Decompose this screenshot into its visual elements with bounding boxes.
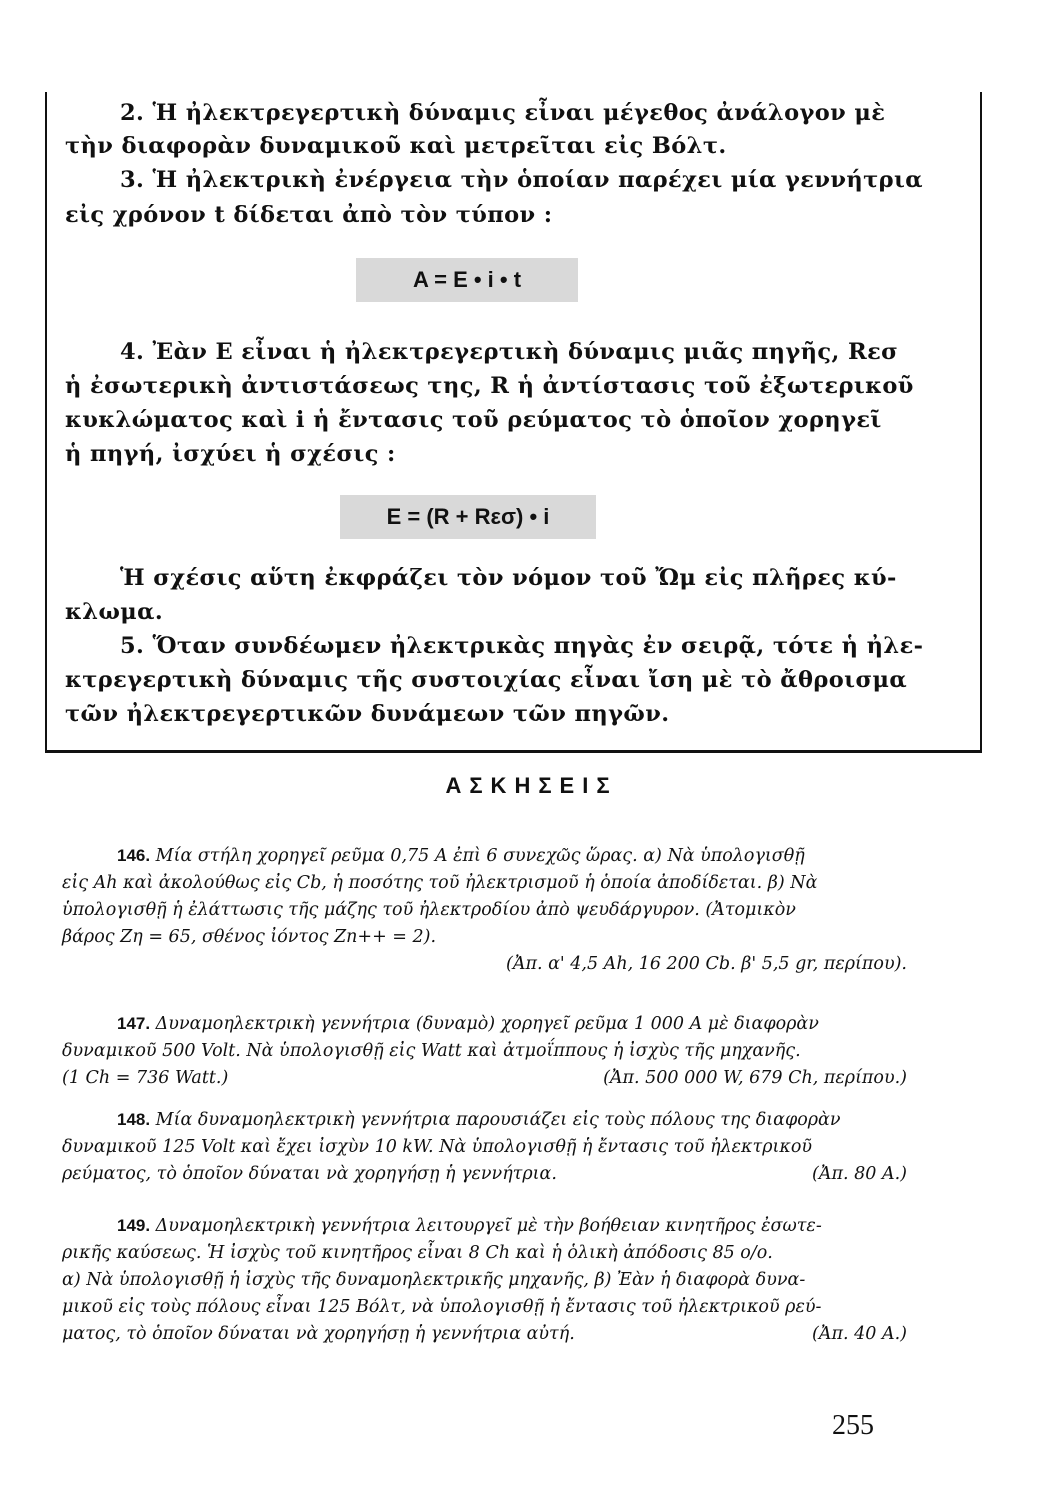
exercise-text: Μία στήλη χορηγεῖ ρεῦμα 0,75 Α ἐπὶ 6 συνεχῶς ὥρας. α) Νὰ ὑπολογισθῇ bbox=[155, 846, 805, 866]
exercise-text: Δυναμοηλεκτρικὴ γεννήτρια (δυναμὸ) χορηγεῖ ρεῦμα 1 000 Α μὲ διαφορὰν bbox=[155, 1014, 819, 1034]
exercise-line: δυναμικοῦ 500 Volt. Νὰ ὑπολογισθῇ εἰς Watt καὶ ἀτμοΐππους ἡ ἰσχὺς τῆς μηχανῆς. bbox=[62, 1041, 801, 1061]
box-line-7: κυκλώματος καὶ i ἡ ἔντασις τοῦ ρεύματος τὸ ὁποῖον χορηγεῖ bbox=[65, 407, 882, 433]
box-line-4: εἰς χρόνον t δίδεται ἀπὸ τὸν τύπον : bbox=[65, 202, 553, 228]
exercise-line: ὑπολογισθῇ ἡ ἐλάττωσις τῆς μάζης τοῦ ἠλεκτροδίου ἀπὸ ψευδάργυρον. (Ἀτομικὸν bbox=[62, 900, 796, 920]
box-line-11: 5. Ὅταν συνδέωμεν ἠλεκτρικὰς πηγὰς ἐν σειρᾷ, τότε ἡ ἠλε- bbox=[120, 633, 924, 659]
box-line-9: Ἡ σχέσις αὕτη ἐκφράζει τὸν νόμον τοῦ Ὤμ εἰς πλῆρες κύ- bbox=[120, 565, 897, 591]
exercise-number: 146. bbox=[117, 846, 151, 865]
exercise-answer: (Ἀπ. 80 Α.) bbox=[812, 1164, 907, 1184]
exercise-line bbox=[62, 1106, 907, 1134]
exercise-line: μικοῦ εἰς τοὺς πόλους εἶναι 125 Βόλτ, νὰ ὑπολογισθῇ ἡ ἔντασις τοῦ ἠλεκτρικοῦ ρεύ- bbox=[62, 1297, 822, 1317]
exercise-line: βάρος Ζη = 65, σθένος ἰόντος Zn++ = 2). bbox=[62, 927, 437, 947]
exercise-line: δυναμικοῦ 125 Volt καὶ ἔχει ἰσχὺν 10 kW. Νὰ ὑπολογισθῇ ἡ ἔντασις τοῦ ἠλεκτρικοῦ bbox=[62, 1137, 813, 1157]
exercise-147 bbox=[62, 1010, 907, 1092]
exercise-text: Δυναμοηλεκτρικὴ γεννήτρια λειτουργεῖ μὲ τὴν βοήθειαν κινητῆρος ἐσωτε- bbox=[155, 1216, 822, 1236]
box-line-1: 2. Ἡ ἠλεκτρεγερτικὴ δύναμις εἶναι μέγεθος ἀνάλογον μὲ bbox=[120, 100, 886, 126]
box-line-3: 3. Ἡ ἠλεκτρικὴ ἐνέργεια τὴν ὁποίαν παρέχει μία γεννήτρια bbox=[120, 167, 924, 193]
box-line-8: ἡ πηγή, ἰσχύει ἡ σχέσις : bbox=[65, 441, 396, 467]
box-line-2: τὴν διαφορὰν δυναμικοῦ καὶ μετρεῖται εἰς Βόλτ. bbox=[65, 133, 727, 159]
exercise-line bbox=[62, 1321, 907, 1348]
box-line-13: τῶν ἠλεκτρεγερτικῶν δυνάμεων τῶν πηγῶν. bbox=[65, 701, 670, 727]
exercise-note: (1 Ch = 736 Watt.) bbox=[62, 1068, 229, 1088]
box-line-12: κτρεγερτικὴ δύναμις τῆς συστοιχίας εἶναι ἴση μὲ τὸ ἄθροισμα bbox=[65, 667, 908, 693]
formula-ohm: E = (R + Rεσ) • i bbox=[340, 495, 596, 539]
exercise-answer: (Ἀπ. 40 Α.) bbox=[812, 1324, 907, 1344]
exercise-number: 149. bbox=[117, 1216, 151, 1235]
box-line-5: 4. Ἐὰν Ε εἶναι ἡ ἠλεκτρεγερτικὴ δύναμις μιᾶς πηγῆς, Rεσ bbox=[120, 339, 899, 365]
exercise-148 bbox=[62, 1106, 907, 1188]
box-line-6: ἡ ἐσωτερικὴ ἀντιστάσεως της, R ἡ ἀντίστασις τοῦ ἐξωτερικοῦ bbox=[65, 373, 914, 399]
exercise-answer: (Ἀπ. 500 000 W, 679 Ch, περίπου.) bbox=[603, 1068, 907, 1088]
exercise-line bbox=[62, 1161, 907, 1188]
exercise-line: εἰς Ah καὶ ἀκολούθως εἰς Cb, ἡ ποσότης τοῦ ἠλεκτρισμοῦ ἡ ὁποία ἀποδίδεται. β) Νὰ bbox=[62, 873, 818, 893]
formula-energy: A = E • i • t bbox=[356, 258, 578, 302]
exercise-line: α) Νὰ ὑπολογισθῇ ἡ ἰσχὺς τῆς δυναμοηλεκτρικῆς μηχανῆς, β) Ἐὰν ἡ διαφορὰ δυνα- bbox=[62, 1270, 806, 1290]
exercise-number: 148. bbox=[117, 1110, 151, 1129]
exercise-number: 147. bbox=[117, 1014, 151, 1033]
exercise-answer: (Ἀπ. α' 4,5 Ah, 16 200 Cb. β' 5,5 gr, περίπου). bbox=[506, 954, 907, 974]
exercise-line bbox=[62, 1065, 907, 1092]
exercise-149 bbox=[62, 1212, 907, 1348]
exercise-line bbox=[62, 842, 907, 870]
box-line-10: κλωμα. bbox=[65, 599, 164, 625]
exercise-line: ρικῆς καύσεως. Ἡ ἰσχὺς τοῦ κινητῆρος εἶναι 8 Ch καὶ ἡ ὁλικὴ ἀπόδοσις 85 ο/ο. bbox=[62, 1243, 773, 1263]
exercises-heading: ΑΣΚΗΣΕΙΣ bbox=[445, 773, 618, 798]
exercise-line bbox=[62, 1212, 907, 1240]
exercise-146 bbox=[62, 842, 907, 978]
exercise-text: Μία δυναμοηλεκτρικὴ γεννήτρια παρουσιάζει εἰς τοὺς πόλους της διαφορὰν bbox=[155, 1110, 841, 1130]
exercise-note: ματος, τὸ ὁποῖον δύναται νὰ χορηγήσῃ ἡ γεννήτρια αὐτή. bbox=[62, 1324, 575, 1344]
page-number: 255 bbox=[832, 1410, 874, 1441]
exercise-line bbox=[62, 1010, 907, 1038]
exercise-note: ρεύματος, τὸ ὁποῖον δύναται νὰ χορηγήσῃ ἡ γεννήτρια. bbox=[62, 1164, 557, 1184]
